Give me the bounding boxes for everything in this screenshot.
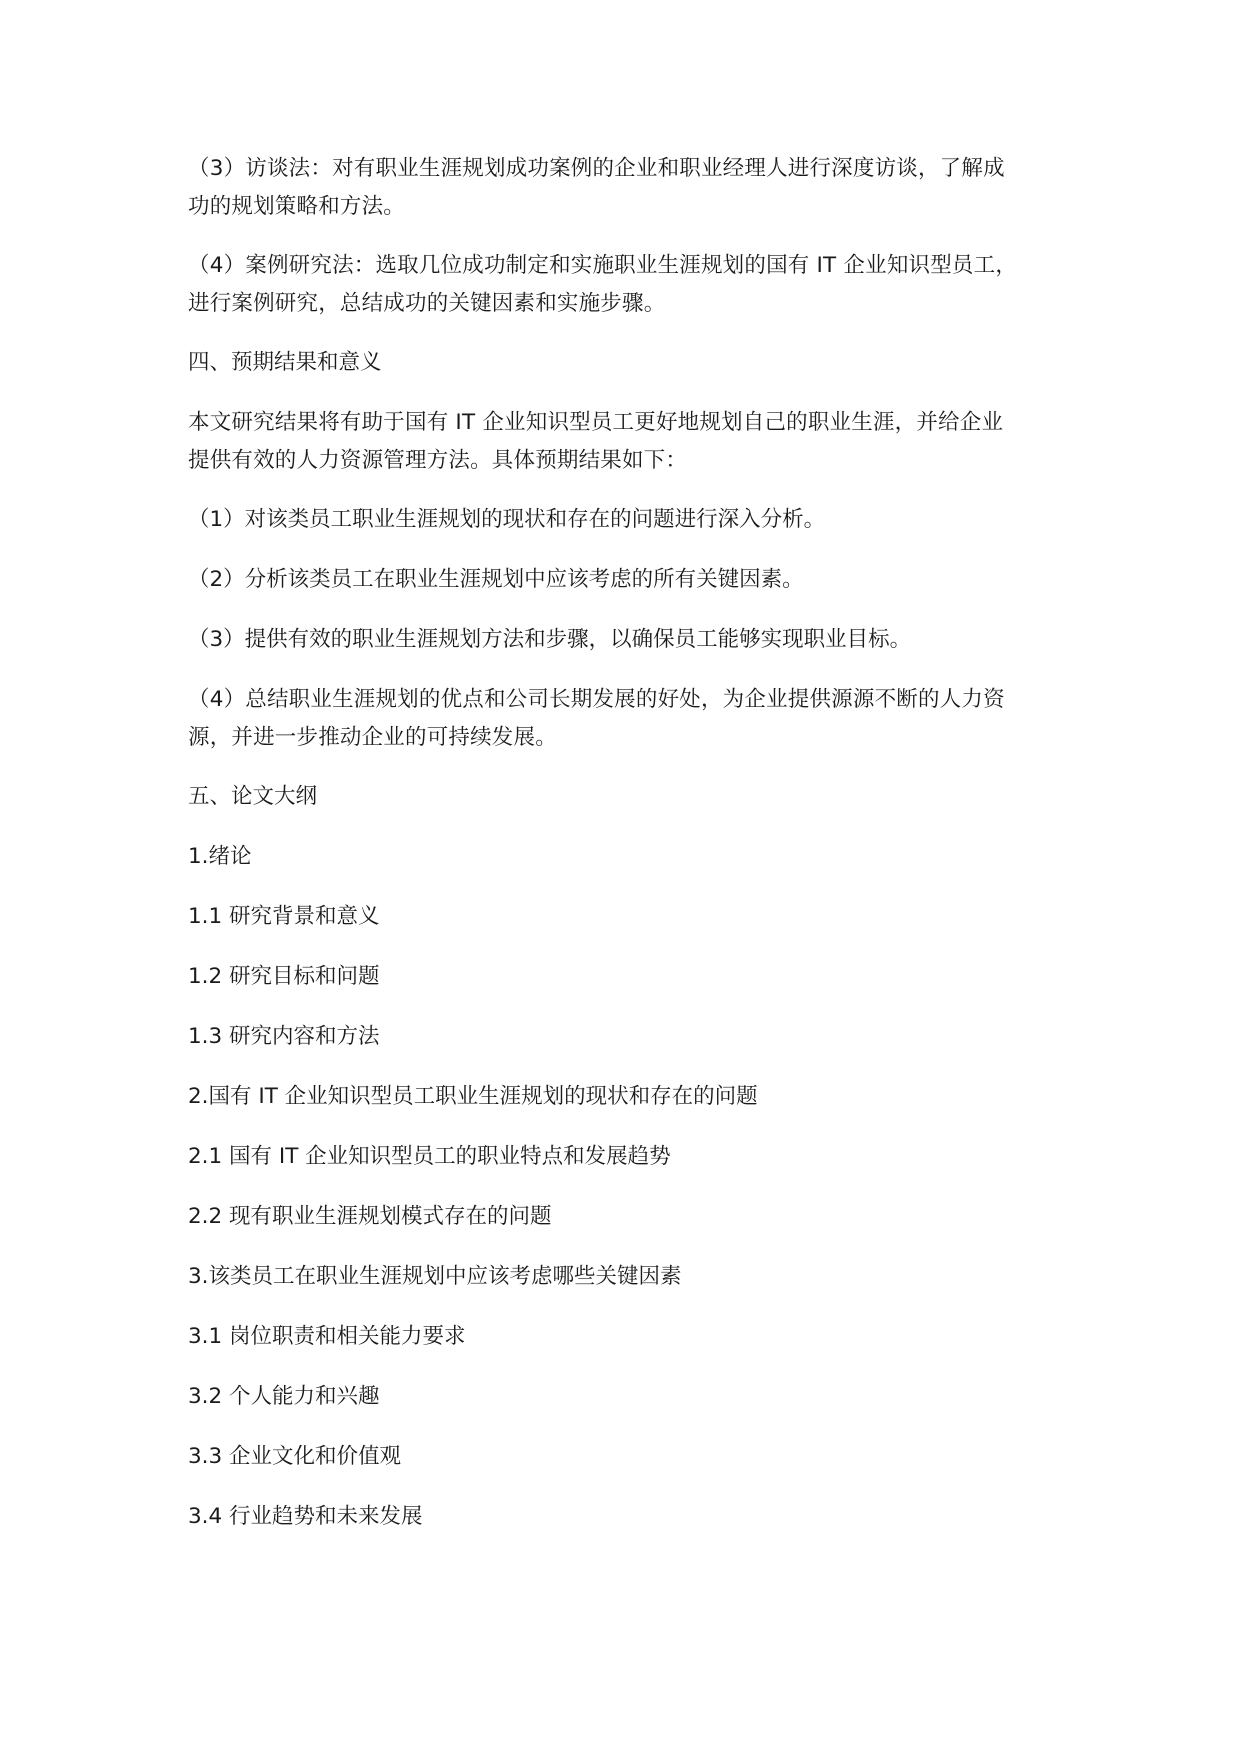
text-line: 源，并进一步推动企业的可持续发展。 — [188, 725, 557, 750]
outline-item: 3.3 企业文化和价值观 — [188, 1444, 402, 1469]
outline-item: 3.该类员工在职业生涯规划中应该考虑哪些关键因素 — [188, 1264, 682, 1289]
expected-result-item — [188, 681, 1088, 757]
outline-item: 2.2 现有职业生涯规划模式存在的问题 — [188, 1204, 552, 1229]
outline-item: 1.1 研究背景和意义 — [188, 904, 380, 929]
outline-item: 2.1 国有 IT 企业知识型员工的职业特点和发展趋势 — [188, 1144, 671, 1169]
section-heading-outline: 五、论文大纲 — [188, 784, 318, 809]
text-line: 本文研究结果将有助于国有 IT 企业知识型员工更好地规划自己的职业生涯，并给企业 — [188, 410, 1004, 435]
text-line: （4）案例研究法：选取几位成功制定和实施职业生涯规划的国有 IT 企业知识型员工， — [188, 253, 1018, 278]
paragraph-interview-method — [188, 150, 1088, 226]
section-heading-expected-results: 四、预期结果和意义 — [188, 350, 382, 375]
outline-item: 1.2 研究目标和问题 — [188, 964, 380, 989]
expected-result-item: （2）分析该类员工在职业生涯规划中应该考虑的所有关键因素。 — [188, 567, 804, 592]
expected-result-item: （1）对该类员工职业生涯规划的现状和存在的问题进行深入分析。 — [188, 507, 826, 532]
paragraph-expected-results-intro — [188, 404, 1088, 480]
outline-item: 3.4 行业趋势和未来发展 — [188, 1504, 423, 1529]
document-page — [188, 150, 1088, 1558]
outline-item: 1.绪论 — [188, 844, 252, 869]
expected-result-item: （3）提供有效的职业生涯规划方法和步骤，以确保员工能够实现职业目标。 — [188, 627, 912, 652]
text-line: （4）总结职业生涯规划的优点和公司长期发展的好处，为企业提供源源不断的人力资 — [188, 687, 1005, 712]
text-line: （3）访谈法：对有职业生涯规划成功案例的企业和职业经理人进行深度访谈，了解成 — [188, 156, 1005, 181]
outline-item: 3.2 个人能力和兴趣 — [188, 1384, 380, 1409]
text-line: 提供有效的人力资源管理方法。具体预期结果如下： — [188, 448, 688, 473]
outline-item: 3.1 岗位职责和相关能力要求 — [188, 1324, 466, 1349]
outline-item: 1.3 研究内容和方法 — [188, 1024, 380, 1049]
text-line: 进行案例研究，总结成功的关键因素和实施步骤。 — [188, 291, 666, 316]
outline-item: 2.国有 IT 企业知识型员工职业生涯规划的现状和存在的问题 — [188, 1084, 758, 1109]
paragraph-case-study-method — [188, 247, 1088, 323]
text-line: 功的规划策略和方法。 — [188, 194, 406, 219]
